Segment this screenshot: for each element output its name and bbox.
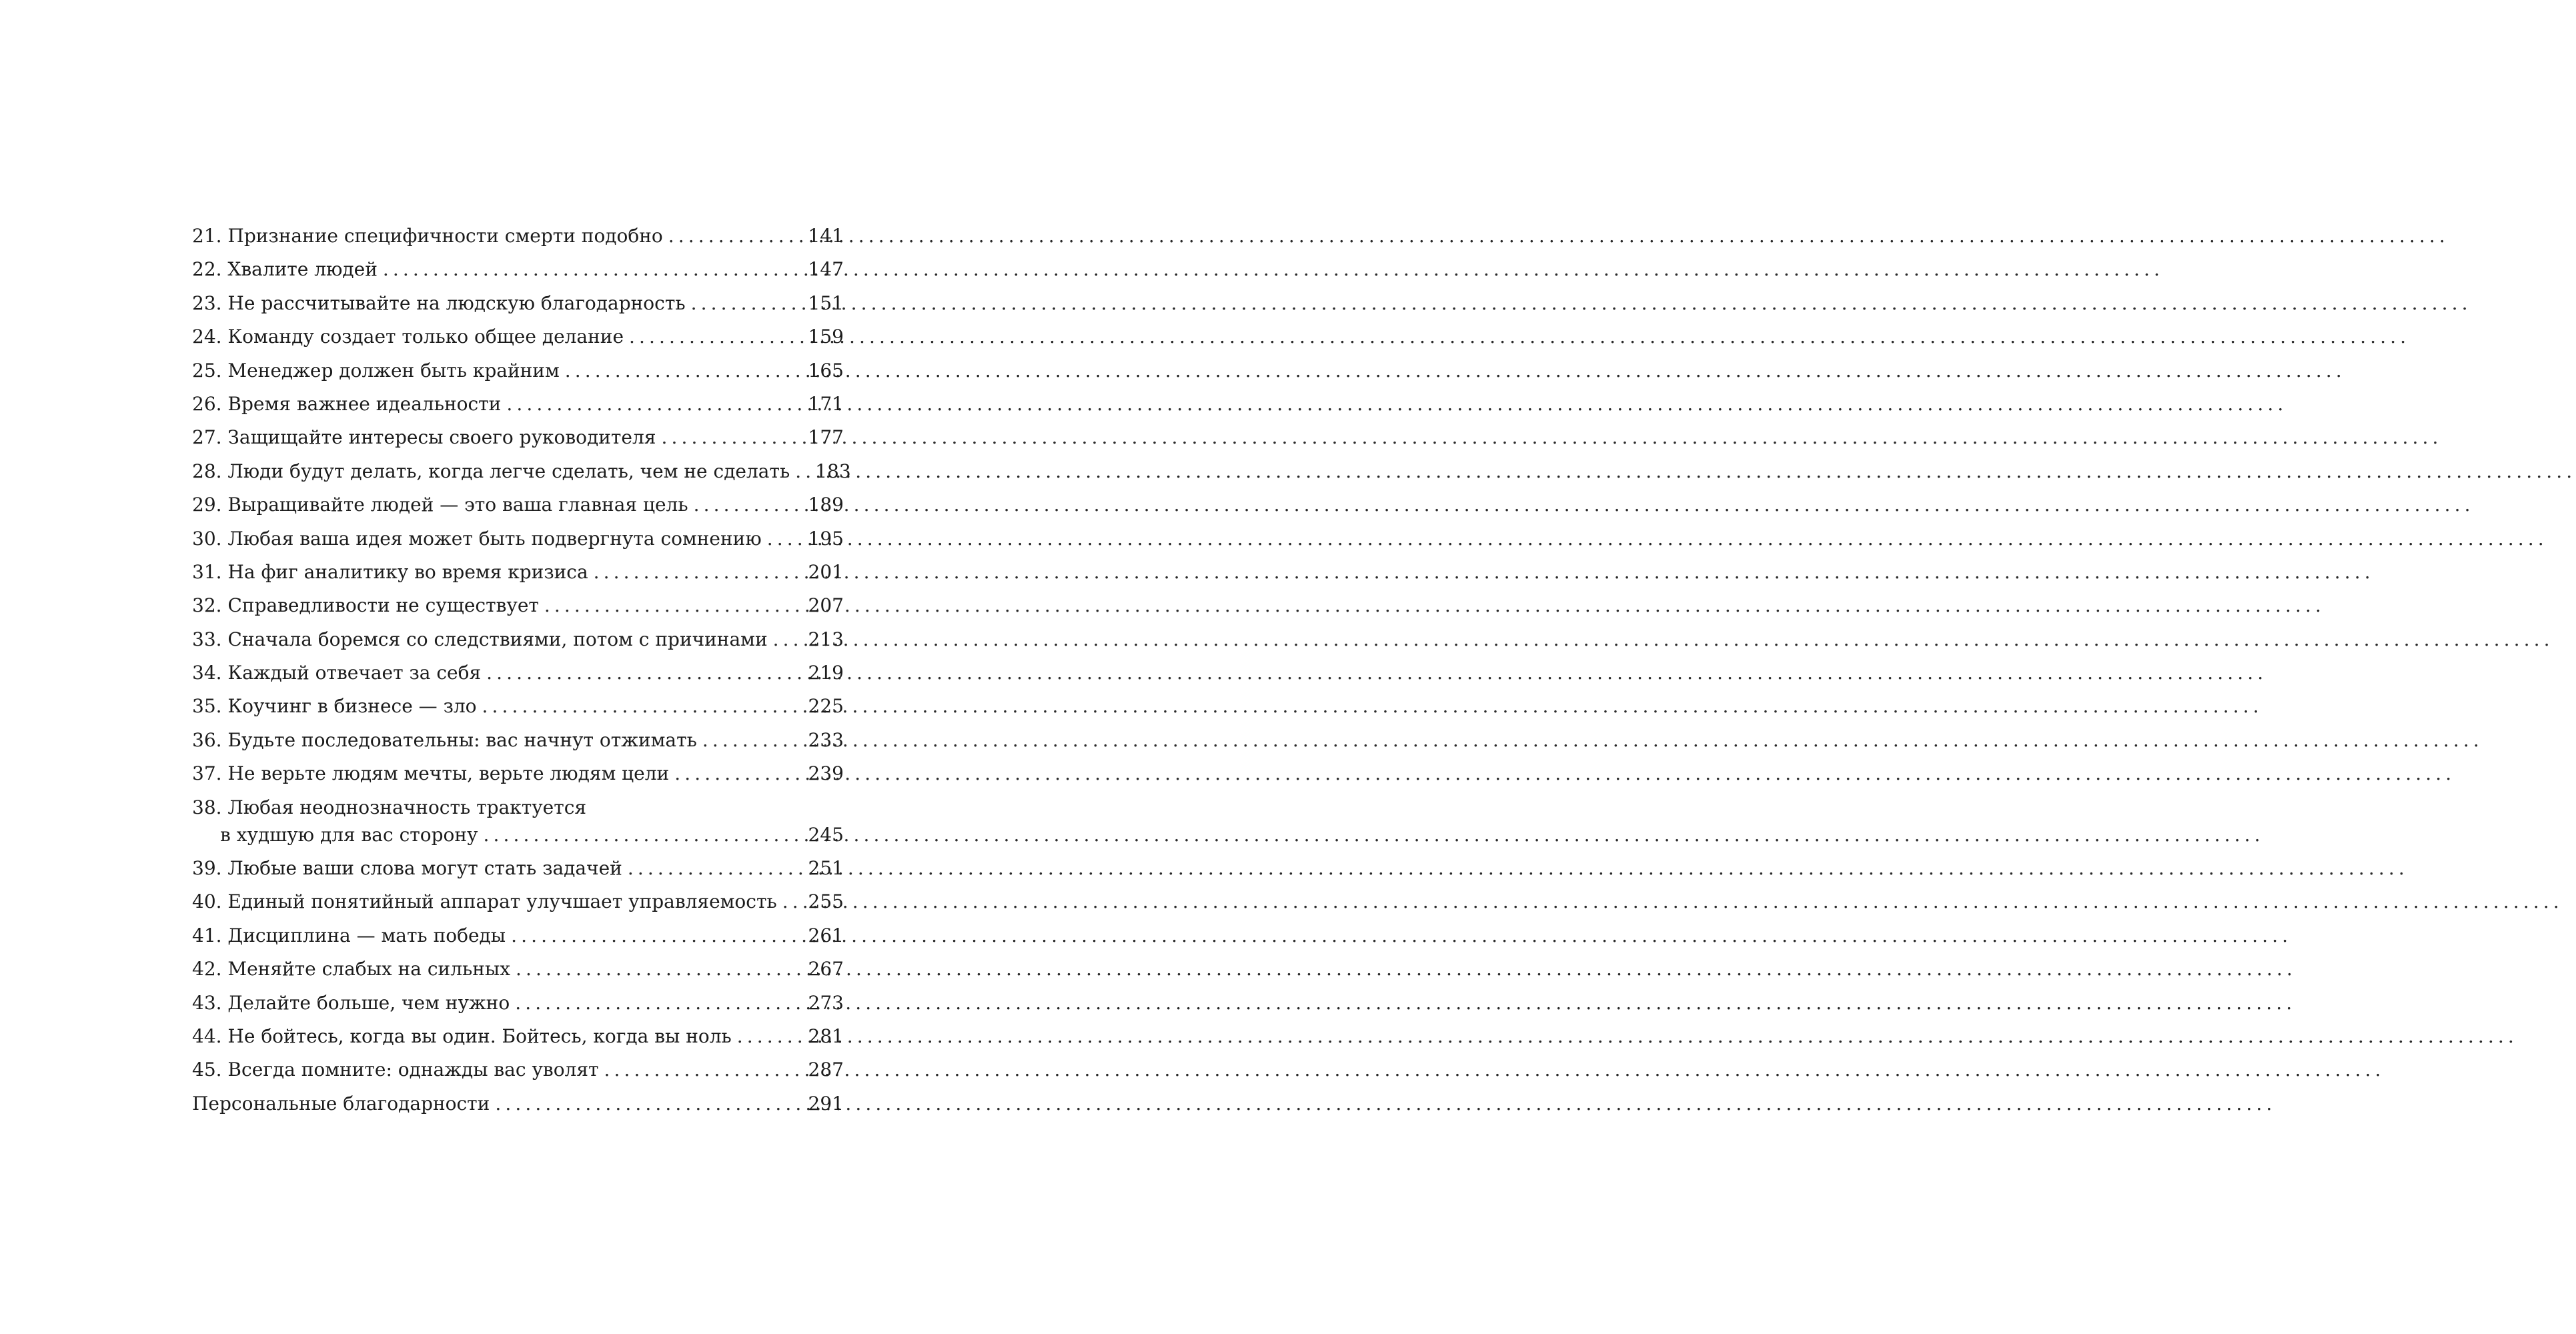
toc-entry-title: 34. Каждый отвечает за себя	[192, 662, 482, 684]
toc-entry-35[interactable]	[192, 695, 844, 717]
toc-entry-title: 23. Не рассчитывайте на людскую благодарность	[192, 291, 686, 314]
toc-dot-leader	[795, 460, 808, 482]
toc-entry-page: 273	[808, 991, 844, 1014]
toc-entry-title: 30. Любая ваша идея может быть подвергнута сомнению	[192, 527, 762, 550]
toc-entry-title: 41. Дисциплина — мать победы	[192, 924, 506, 946]
toc-entry-page: 165	[808, 359, 844, 382]
toc-entry-title: 33. Сначала боремся со следствиями, потом с причинами	[192, 628, 768, 650]
toc-entry-page: 287	[808, 1059, 844, 1081]
toc-entry-page: 151	[808, 291, 844, 314]
toc-entry-title: 35. Коучинг в бизнесе — зло	[192, 695, 477, 718]
toc-entry-title: 38. Любая неоднозначность трактуется	[192, 796, 587, 818]
toc-entry-title: 42. Меняйте слабых на сильных	[192, 958, 510, 980]
toc-entry-page: 233	[808, 728, 844, 751]
toc-entry-page: 159	[808, 325, 844, 348]
toc-entry-page: 255	[808, 890, 844, 913]
toc-entry-40[interactable]	[192, 890, 844, 912]
toc-entry-title-continuation: в худшую для вас сторону	[220, 823, 478, 846]
toc-entry-acknowledgements[interactable]	[192, 1093, 844, 1115]
toc-entry-24[interactable]	[192, 325, 844, 348]
toc-entry-title: 31. На фиг аналитику во время кризиса	[192, 560, 588, 583]
toc-dot-leader	[506, 393, 801, 415]
toc-entry-page: 183	[815, 460, 851, 482]
toc-entry-31[interactable]	[192, 561, 844, 583]
toc-entry-title: 45. Всегда помните: однажды вас уволят	[192, 1059, 599, 1081]
toc-entry-title: 29. Выращивайте людей — это ваша главная цель	[192, 494, 688, 516]
toc-dot-leader	[668, 225, 802, 247]
toc-entry-page: 239	[808, 762, 844, 785]
toc-entry-42[interactable]	[192, 958, 844, 980]
toc-entry-title: 43. Делайте больше, чем нужно	[192, 991, 510, 1014]
toc-entry-page: 267	[808, 958, 844, 980]
toc-dot-leader	[661, 426, 801, 448]
toc-entry-26[interactable]	[192, 393, 844, 415]
toc-entry-page: 189	[808, 494, 844, 516]
toc-entry-page: 195	[808, 527, 844, 550]
toc-entry-page: 261	[808, 924, 844, 946]
toc-dot-leader	[628, 857, 802, 879]
toc-dot-leader	[511, 924, 801, 946]
toc-entry-22[interactable]	[192, 258, 844, 280]
toc-entry-title: 37. Не верьте людям мечты, верьте людям цели	[192, 762, 670, 785]
toc-entry-29[interactable]	[192, 494, 844, 516]
table-of-contents	[192, 225, 851, 1126]
toc-dot-leader	[674, 762, 801, 784]
toc-dot-leader	[773, 628, 802, 650]
toc-dot-leader	[482, 695, 802, 717]
toc-entry-page: 207	[808, 594, 844, 617]
toc-entry-page: 177	[808, 426, 844, 449]
toc-entry-21[interactable]	[192, 225, 844, 247]
toc-entry-page: 225	[808, 695, 844, 718]
toc-entry-title: 25. Менеджер должен быть крайним	[192, 359, 560, 382]
toc-entry-27[interactable]	[192, 426, 844, 448]
toc-entry-page: 213	[808, 628, 844, 650]
toc-entry-title: 22. Хвалите людей	[192, 258, 378, 281]
toc-entry-page: 245	[808, 823, 844, 846]
toc-dot-leader	[544, 594, 802, 616]
toc-dot-leader	[629, 325, 802, 348]
toc-entry-title: 27. Защищайте интересы своего руководителя	[192, 426, 656, 449]
toc-dot-leader	[691, 292, 802, 314]
toc-dot-leader	[383, 258, 802, 280]
toc-dot-leader	[767, 528, 802, 550]
toc-entry-page: 281	[808, 1025, 844, 1047]
toc-entry-page: 219	[808, 662, 844, 684]
toc-dot-leader	[484, 824, 802, 846]
toc-entry-25[interactable]	[192, 360, 844, 382]
toc-entry-38[interactable]	[192, 796, 844, 846]
toc-entry-page: 251	[808, 857, 844, 880]
toc-dot-leader	[782, 890, 802, 912]
toc-dot-leader	[737, 1025, 802, 1047]
toc-entry-41[interactable]	[192, 924, 844, 946]
toc-entry-title: 21. Признание специфичности смерти подобно	[192, 225, 663, 247]
toc-dot-leader	[702, 729, 802, 751]
toc-entry-36[interactable]	[192, 729, 844, 751]
toc-entry-title: 28. Люди будут делать, когда легче сделать, чем не сделать	[192, 460, 790, 482]
toc-dot-leader	[516, 958, 802, 980]
toc-entry-33[interactable]	[192, 628, 844, 650]
toc-entry-page: 171	[808, 392, 844, 415]
toc-entry-title: 32. Справедливости не существует	[192, 594, 539, 617]
toc-dot-leader	[565, 360, 802, 382]
toc-entry-page: 147	[808, 258, 844, 281]
toc-entry-title: 26. Время важнее идеальности	[192, 392, 502, 415]
toc-entry-title: Персональные благодарности	[192, 1092, 490, 1115]
toc-dot-leader	[515, 992, 801, 1014]
toc-dot-leader	[594, 561, 802, 583]
toc-entry-45[interactable]	[192, 1059, 844, 1081]
toc-entry-title: 39. Любые ваши слова могут стать задачей	[192, 857, 622, 880]
toc-entry-39[interactable]	[192, 857, 844, 879]
toc-entry-title: 40. Единый понятийный аппарат улучшает управляемость	[192, 890, 777, 913]
toc-entry-title: 44. Не бойтесь, когда вы один. Бойтесь, когда вы ноль	[192, 1025, 732, 1047]
toc-entry-page: 141	[808, 225, 844, 247]
toc-dot-leader	[694, 494, 802, 516]
toc-entry-title: 36. Будьте последовательны: вас начнут отжимать	[192, 728, 697, 751]
toc-entry-23[interactable]	[192, 292, 844, 314]
toc-dot-leader	[486, 662, 801, 684]
toc-entry-title: 24. Команду создает только общее делание	[192, 325, 624, 348]
toc-dot-leader	[604, 1059, 802, 1081]
toc-entry-28[interactable]	[192, 460, 851, 482]
toc-dot-leader	[495, 1093, 801, 1115]
toc-entry-34[interactable]	[192, 662, 844, 684]
toc-entry-page: 291	[808, 1092, 844, 1115]
toc-entry-30[interactable]	[192, 528, 844, 550]
toc-entry-37[interactable]	[192, 762, 844, 784]
toc-entry-43[interactable]	[192, 992, 844, 1014]
toc-entry-page: 201	[808, 560, 844, 583]
toc-entry-44[interactable]	[192, 1025, 844, 1047]
toc-entry-32[interactable]	[192, 594, 844, 616]
